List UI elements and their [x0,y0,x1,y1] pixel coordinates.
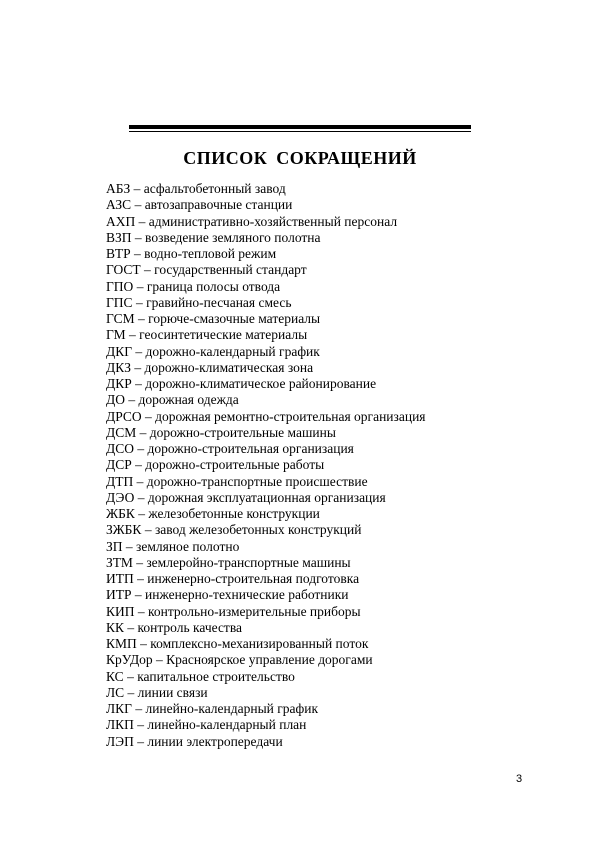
abbreviation-definition: дорожно-строительные работы [145,457,325,473]
list-item [106,230,426,246]
abbreviation-term: ЗТМ [106,554,133,570]
abbreviation-definition: дорожно-климатическая зона [144,359,314,375]
abbreviation-term: ЗЖБК [106,522,142,538]
dash-separator: – [132,343,146,359]
abbreviation-term: ВЗП [106,229,132,245]
list-item [106,474,426,490]
dash-separator: – [133,717,148,733]
abbreviation-term: ИТР [106,587,132,603]
abbreviation-definition: контроль качества [137,619,243,635]
abbreviation-term: ДКР [106,376,132,391]
abbreviation-definition: линии электропередачи [147,733,283,749]
abbreviation-term: ДЭО [106,489,135,505]
abbreviation-term: ЖБК [106,506,135,521]
list-item [106,539,426,555]
list-item [106,587,426,603]
dash-separator: – [141,408,156,424]
dash-separator: – [141,522,155,538]
list-item [106,522,426,538]
list-item [106,506,426,522]
dash-separator: – [130,181,144,196]
dash-separator: – [131,457,146,473]
list-item [106,685,426,701]
abbreviation-term: АЗС [106,197,132,213]
abbreviation-term: ЛКП [106,717,134,733]
abbreviation-definition: дорожно-климатическое районирование [145,376,377,391]
list-item [106,376,426,392]
list-item [106,214,426,230]
abbreviation-term: ВТР [106,246,131,261]
abbreviation-term: КМП [106,636,137,651]
list-item [106,279,426,295]
abbreviation-definition: дорожная эксплуатационная организация [147,489,386,505]
list-item [106,620,426,636]
dash-separator: – [152,652,167,668]
dash-separator: – [123,668,138,684]
dash-separator: – [131,376,146,391]
list-item [106,360,426,376]
dash-separator: – [124,392,139,408]
abbreviation-definition: инженерно-технические работники [145,587,349,603]
abbreviation-definition: гравийно-песчаная смесь [146,294,292,310]
dash-separator: – [132,294,147,310]
list-item [106,295,426,311]
abbreviation-definition: административно-хозяйственный персонал [148,213,398,229]
abbreviation-term: КС [106,668,124,684]
abbreviation-term: ДСМ [106,424,137,440]
list-item [106,717,426,733]
abbreviation-definition: дорожно-транспортные происшествие [146,473,368,489]
dash-separator: – [122,538,137,554]
abbreviation-definition: дорожно-календарный график [145,343,320,359]
dash-separator: – [131,701,146,716]
dash-separator: – [134,506,149,521]
list-item [106,344,426,360]
list-item [106,457,426,473]
abbreviation-term: КрУДор [106,652,153,668]
abbreviation-definition: дорожно-строительные машины [149,424,336,440]
abbreviation-definition: горюче-смазочные материалы [148,311,321,326]
dash-separator: – [125,327,140,343]
dash-separator: – [134,603,149,619]
abbreviation-term: ДКЗ [106,359,131,375]
dash-separator: – [133,733,148,749]
list-item [106,652,426,668]
abbreviation-definition: дорожная одежда [138,392,239,408]
abbreviation-definition: возведение земляного полотна [145,229,321,245]
page-number: 3 [516,773,523,785]
dash-separator: – [133,571,148,586]
list-item [106,246,426,262]
abbreviation-definition: землеройно-транспортные машины [146,554,351,570]
abbreviation-list [106,181,426,750]
abbreviation-definition: линейно-календарный график [145,701,319,716]
abbreviation-definition: геосинтетические материалы [139,327,308,343]
list-item [106,701,426,717]
abbreviation-definition: дорожная ремонтно-строительная организация [155,408,426,424]
list-item [106,392,426,408]
dash-separator: – [130,359,145,375]
abbreviation-definition: государственный стандарт [154,262,307,278]
dash-separator: – [124,684,138,700]
abbreviation-definition: граница полосы отвода [146,278,281,294]
header-rule-thick [129,125,471,129]
abbreviation-definition: комплексно-механизированный поток [150,636,369,651]
abbreviation-definition: водно-тепловой режим [144,246,277,261]
list-item [106,311,426,327]
abbreviation-definition: завод железобетонных конструкций [154,522,362,538]
abbreviation-term: ГСМ [106,311,135,326]
list-item [106,669,426,685]
list-item [106,327,426,343]
list-item [106,181,426,197]
abbreviation-definition: автозаправочные станции [144,197,293,213]
abbreviation-term: ИТП [106,571,134,586]
dash-separator: – [134,489,148,505]
abbreviation-term: ЛКГ [106,701,132,716]
abbreviation-term: ЛС [106,684,125,700]
abbreviation-definition: линейно-календарный план [147,717,307,733]
abbreviation-definition: контрольно-измерительные приборы [148,603,361,619]
abbreviation-term: ДСО [106,441,134,456]
list-item [106,409,426,425]
dash-separator: – [133,278,147,294]
dash-separator: – [135,213,149,229]
dash-separator: – [131,587,146,603]
dash-separator: – [133,473,147,489]
list-item [106,555,426,571]
abbreviation-term: ГМ [106,327,126,343]
abbreviation-definition: линии связи [137,684,208,700]
abbreviation-term: ЛЭП [106,733,134,749]
abbreviation-term: АБЗ [106,181,131,196]
list-item [106,571,426,587]
list-item [106,425,426,441]
dash-separator: – [130,246,145,261]
list-item [106,262,426,278]
list-item [106,490,426,506]
dash-separator: – [132,554,147,570]
abbreviation-term: ГОСТ [106,262,141,278]
dash-separator: – [124,619,138,635]
dash-separator: – [136,636,151,651]
abbreviation-term: КК [106,619,125,635]
abbreviation-definition: Красноярское управление дорогами [166,652,373,668]
list-item [106,604,426,620]
abbreviation-term: ДО [106,392,125,408]
abbreviation-definition: асфальтобетонный завод [143,181,286,196]
dash-separator: – [131,229,146,245]
dash-separator: – [131,197,145,213]
abbreviation-term: ДКГ [106,343,133,359]
abbreviation-definition: капитальное строительство [137,668,295,684]
abbreviation-term: ДСР [106,457,132,473]
list-item [106,734,426,750]
dash-separator: – [140,262,155,278]
dash-separator: – [133,441,148,456]
abbreviation-definition: земляное полотно [136,538,240,554]
abbreviation-term: ГПО [106,278,134,294]
abbreviation-definition: железобетонные конструкции [148,506,320,521]
list-item [106,636,426,652]
dash-separator: – [134,311,149,326]
abbreviation-definition: инженерно-строительная подготовка [147,571,360,586]
list-item [106,197,426,213]
dash-separator: – [136,424,150,440]
abbreviation-definition: дорожно-строительная организация [147,441,354,456]
abbreviation-term: ГПС [106,294,133,310]
abbreviation-term: ДТП [106,473,134,489]
header-rule-thin [129,131,471,132]
abbreviation-term: ДРСО [106,408,142,424]
abbreviation-term: КИП [106,603,135,619]
page-title: СПИСОК СОКРАЩЕНИЙ [183,148,417,168]
abbreviation-term: АХП [106,213,136,229]
abbreviation-term: ЗП [106,538,123,554]
list-item [106,441,426,457]
